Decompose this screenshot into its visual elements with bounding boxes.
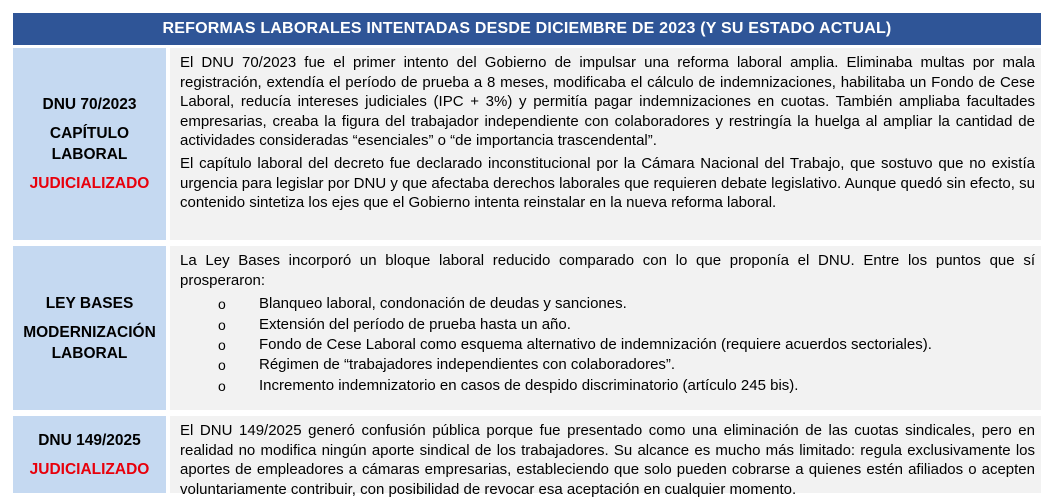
row-label-cell xyxy=(13,48,166,240)
bullet-icon: o xyxy=(218,377,226,394)
status-badge: JUDICIALIZADO xyxy=(29,460,150,478)
list-item: o Extensión del período de prueba hasta un año. xyxy=(218,315,1035,335)
reforms-table xyxy=(13,13,1041,498)
row-description-cell xyxy=(170,246,1041,410)
bullet-icon: o xyxy=(218,296,226,313)
list-item: o Blanqueo laboral, condonación de deudas y sanciones. xyxy=(218,294,1035,314)
table-row xyxy=(13,416,1041,498)
row-sublabel xyxy=(50,123,129,165)
table-row xyxy=(13,246,1041,410)
status-badge: JUDICIALIZADO xyxy=(29,175,150,192)
row-sublabel xyxy=(23,322,156,364)
description-paragraph: El capítulo laboral del decreto fue declarado inconstitucional por la Cámara Nacional del Trabajo, que sostuvo que no existía urgencia para legislar por DNU y que afectaba derechos laborales que requieren debate legislativo. Aunque quedó sin efecto, su contenido sintetiza los ejes que el Gobierno intenta reinstalar en la nueva reforma laboral. xyxy=(180,154,1035,212)
row-description-cell xyxy=(170,416,1041,498)
row-label: LEY BASES xyxy=(45,294,134,312)
bullet-icon: o xyxy=(218,357,226,374)
description-paragraph: El DNU 149/2025 generó confusión pública porque fue presentado como una eliminación de las cuotas sindicales, pero en realidad no modifica ningún aporte sindical de los trabajadores. Su alcance es mucho más limitado: regula exclusivamente los aportes de empleadores a cámaras empresarias, estableciendo que solo pueden cobrarse a quienes estén afiliados o acepten voluntariamente contribuir, con posibilidad de revocar esa aceptación en cualquier momento. xyxy=(180,422,1035,498)
bullet-icon: o xyxy=(218,316,226,333)
row-sublabel-line: MODERNIZACIÓN LABORAL xyxy=(23,323,156,362)
row-label-cell xyxy=(13,246,166,410)
row-label: DNU 149/2025 xyxy=(38,431,141,449)
row-label: DNU 70/2023 xyxy=(42,96,137,113)
bullet-icon: o xyxy=(218,337,226,353)
list-item: o Fondo de Cese Laboral como esquema alternativo de indemnización (requiere acuerdos sectoriales). xyxy=(218,335,1035,355)
row-sublabel-line: CAPÍTULO LABORAL xyxy=(49,125,130,163)
row-description-cell xyxy=(170,48,1041,240)
table-row xyxy=(13,48,1041,240)
bullet-list xyxy=(180,294,1035,396)
list-item: o Régimen de “trabajadores independientes con colaboradores”. xyxy=(218,355,1035,375)
table-title: REFORMAS LABORALES INTENTADAS DESDE DICIEMBRE DE 2023 (Y SU ESTADO ACTUAL) xyxy=(13,13,1041,45)
description-paragraph: La Ley Bases incorporó un bloque laboral reducido comparado con lo que proponía el DNU. Entre los puntos que sí prosperaron: xyxy=(180,252,1035,289)
list-item: o Incremento indemnizatorio en casos de despido discriminatorio (artículo 245 bis). xyxy=(218,376,1035,396)
description-paragraph: El DNU 70/2023 fue el primer intento del Gobierno de impulsar una reforma laboral amplia. Eliminaba multas por mala registración, extendía el período de prueba a 8 meses, modificaba el cálculo de indemnizaciones, habilitaba un Fondo de Cese Laboral, reducía intereses judiciales (IPC + 3%) y permitía pagar indemnizaciones en cuotas. También ampliaba facultades empresarias, creaba la figura del trabajador independiente con colaboradores y restringía la huelga al ampliar la cantidad de actividades consideradas “esenciales” o “de importancia trascendental”. xyxy=(180,54,1035,150)
row-label-cell xyxy=(13,416,166,493)
